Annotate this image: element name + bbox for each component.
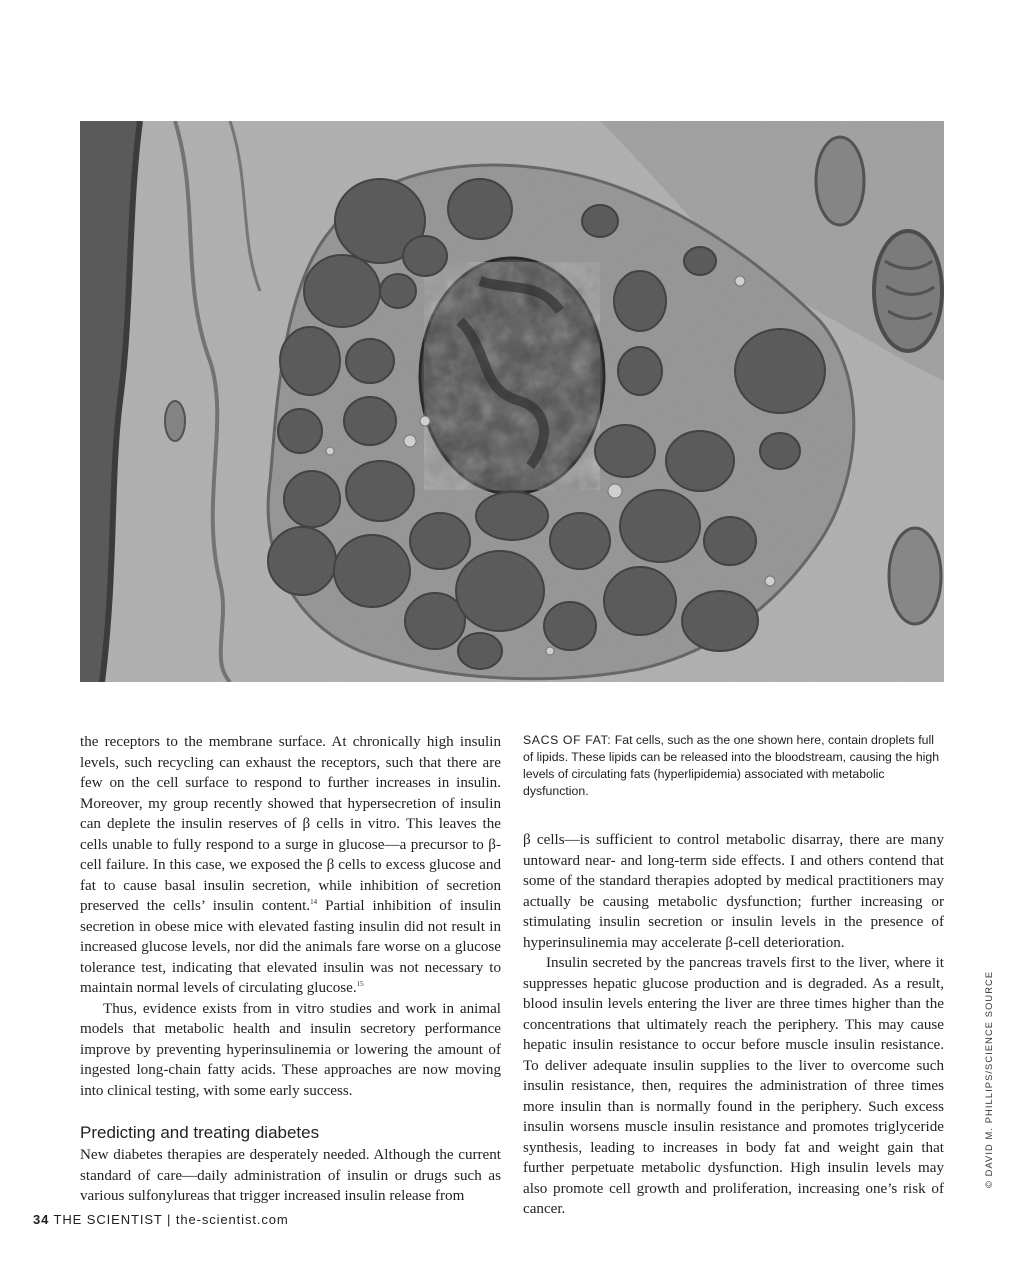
reference-number: 15 <box>356 980 364 988</box>
left-text-column <box>80 732 501 1207</box>
section-heading: Predicting and treating diabetes <box>80 1123 320 1142</box>
paragraph <box>80 732 501 999</box>
photo-credit: © DAVID M. PHILLIPS/SCIENCE SOURCE <box>984 970 994 1188</box>
paragraph-text: the receptors to the membrane surface. At chronically high insulin levels, such recycling can exhaust the receptors, such that there are few on the cell surface to respond to further increases in insulin. Moreover, my group recently showed that hypersecretion of insulin can deplete the insulin reserves of β cells in vitro. This leaves the cells unable to fully respond to a surge in glucose—a precursor to β-cell failure. In this case, we exposed the β cells to excess glucose and fat to cause basal insulin secretion, while inhibition of secretion preserved the cells’ insulin content. <box>80 734 501 914</box>
micrograph-illustration <box>80 121 944 682</box>
page-footer <box>33 1212 289 1227</box>
photo-caption <box>523 732 943 800</box>
reference-number: 14 <box>310 898 318 906</box>
micrograph-photo <box>80 121 944 682</box>
publication-name: THE SCIENTIST | the-scientist.com <box>49 1212 289 1227</box>
paragraph: β cells—is sufficient to control metabolic disarray, there are many untoward near- and long-term side effects. I and others contend that some of the standard therapies adopted by medical practitioners may actually be causing metabolic dysfunction; further increasing or stimulating insulin secretion or insulin levels in the presence of hyperinsulinemia may accelerate β-cell deterioration. <box>523 832 944 951</box>
paragraph-text: Partial inhibition of insulin secretion in obese mice with elevated fasting insulin did not result in increased glucose levels, nor did the animals fare worse on a glucose tolerance test, indicating that elevated insulin was not necessary to maintain normal levels of circulating glucose. <box>80 898 501 996</box>
paragraph: New diabetes therapies are desperately needed. Although the current standard of care—daily administration of insulin or drugs such as various sulfonylureas that trigger increased insulin release from <box>80 1147 501 1204</box>
caption-text: Fat cells, such as the one shown here, contain droplets full of lipids. These lipids can be released into the bloodstream, causing the high levels of circulating fats (hyperlipidemia) associated with metabolic dysfunction. <box>523 733 940 798</box>
page-number: 34 <box>33 1212 50 1227</box>
caption-label: SACS OF FAT: <box>523 733 612 747</box>
paragraph: Thus, evidence exists from in vitro studies and work in animal models that metabolic health and insulin secretory performance improve by preventing hyperinsulinemia or lowering the amount of ingested long-chain fatty acids. These approaches are now moving into clinical testing, with some early success. <box>80 1000 501 1099</box>
right-text-column <box>523 830 944 1220</box>
paragraph: Insulin secreted by the pancreas travels first to the liver, where it suppresses hepatic glucose production and is degraded. As a result, blood insulin levels entering the liver are three times higher than the concentrations that ultimately reach the periphery. This may cause hepatic insulin resistance to occur before muscle insulin resistance. To deliver adequate insulin supplies to the liver to overcome such insulin resistance, then, requires the administration of three times more insulin than is normally found in the periphery. Such excess insulin worsens muscle insulin resistance and promotes triglyceride synthesis, leading to increases in body fat and weight gain that further perpetuate metabolic dysfunction. High insulin levels may also promote cell growth and proliferation, increasing one’s risk of cancer. <box>523 955 944 1217</box>
